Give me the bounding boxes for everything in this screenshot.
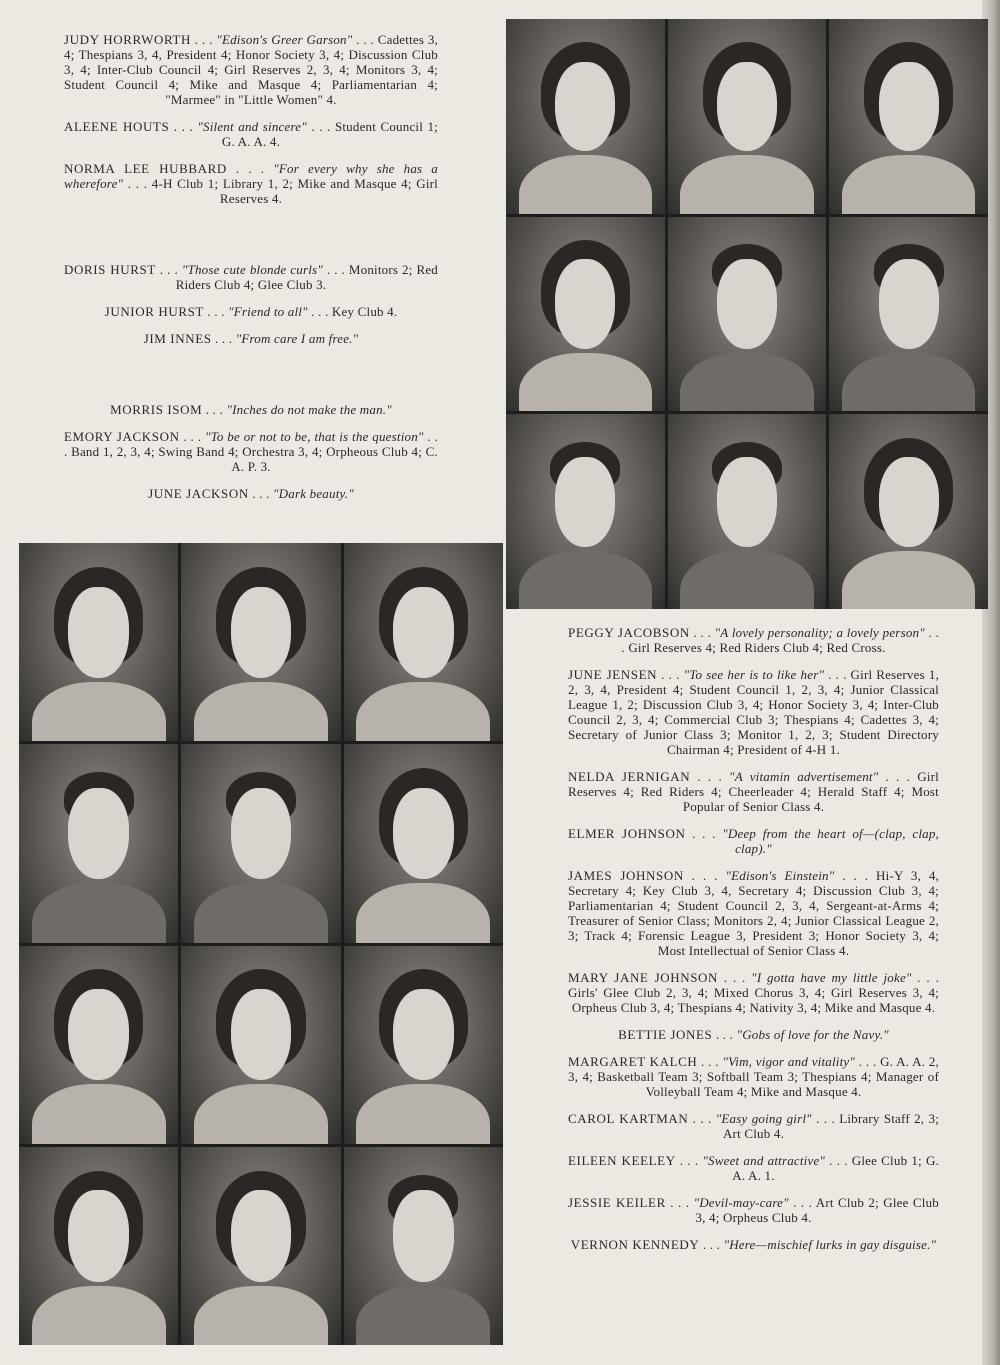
student-quote: "To be or not to be, that is the question" xyxy=(204,429,424,444)
portrait-body xyxy=(194,682,328,741)
student-quote: "Vim, vigor and vitality" xyxy=(722,1054,856,1069)
student-quote: "Here—mischief lurks in gay disguise." xyxy=(723,1237,937,1252)
portrait-photo xyxy=(344,946,503,1144)
student-entry: NORMA LEE HUBBARD . . . "For every why she has a wherefore" . . . 4-H Club 1; Library 1, 2; Mike and Masque 4; Girl Reserves 4. xyxy=(64,161,438,206)
student-name: VERNON KENNEDY xyxy=(570,1237,700,1252)
portrait-body xyxy=(32,1286,166,1345)
portrait-body xyxy=(519,155,652,213)
student-quote: "Devil-may-care" xyxy=(693,1195,789,1210)
portrait-body xyxy=(32,1084,166,1143)
student-name: JUDY HORRWORTH xyxy=(64,32,191,47)
portrait-body xyxy=(356,682,490,741)
portrait-photo xyxy=(668,217,827,412)
student-quote: "Deep from the heart of—(clap, clap, clap)." xyxy=(722,826,939,856)
student-name: CAROL KARTMAN xyxy=(568,1111,689,1126)
student-entry: PEGGY JACOBSON . . . "A lovely personality; a lovely person" . . . Girl Reserves 4; Red Riders Club 4; Red Cross. xyxy=(568,625,940,655)
student-quote: "Inches do not make the man." xyxy=(226,402,392,417)
student-name: JESSIE KEILER xyxy=(568,1195,666,1210)
portrait-photo xyxy=(344,543,503,741)
student-quote: "A vitamin advertisement" xyxy=(729,769,879,784)
portrait-face xyxy=(231,587,292,678)
portrait-face xyxy=(68,989,129,1080)
portrait-face xyxy=(555,62,615,152)
student-quote: "Those cute blonde curls" xyxy=(181,262,323,277)
student-entry: JUNE JACKSON . . . "Dark beauty." xyxy=(148,486,354,501)
portrait-body xyxy=(32,682,166,741)
student-activities: Band 1, 2, 3, 4; Swing Band 4; Orchestra 3, 4; Orpheous Club 4; C. A. P. 3. xyxy=(71,444,438,474)
portrait-body xyxy=(842,155,975,213)
student-name: EMORY JACKSON xyxy=(64,429,180,444)
portrait-face xyxy=(68,788,129,879)
student-activities: G. A. A. 2, 3, 4; Basketball Team 3; Softball Team 3; Thespians 4; Manager of Volleyball Team 4; Mike and Masque 4. xyxy=(568,1054,939,1099)
portrait-face xyxy=(68,1190,129,1281)
top-portrait-grid xyxy=(506,19,988,609)
student-entry: JESSIE KEILER . . . "Devil-may-care" . . . Art Club 2; Glee Club 3, 4; Orpheus Club 4. xyxy=(568,1195,940,1225)
student-entry: CAROL KARTMAN . . . "Easy going girl" . . . Library Staff 2, 3; Art Club 4. xyxy=(568,1111,940,1141)
portrait-photo xyxy=(19,946,178,1144)
student-activities: Girl Reserves 4; Red Riders Club 4; Red Cross. xyxy=(628,640,886,655)
portrait-photo xyxy=(181,946,340,1144)
portrait-photo xyxy=(506,414,665,609)
portrait-photo xyxy=(829,217,988,412)
portrait-face xyxy=(555,259,615,349)
student-name: JUNIOR HURST xyxy=(104,304,204,319)
student-activities: Girls' Glee Club 2, 3, 4; Mixed Chorus 3, 4; Girl Reserves 3, 4; Orpheus Club 3, 4; Thespians 4; Nativity 3, 4; Mike and Masque 4. xyxy=(568,985,939,1015)
student-activities: Library Staff 2, 3; Art Club 4. xyxy=(722,1111,940,1141)
portrait-face xyxy=(393,1190,454,1281)
portrait-photo xyxy=(829,19,988,214)
student-entry: EILEEN KEELEY . . . "Sweet and attractive" . . . Glee Club 1; G. A. A. 1. xyxy=(568,1153,939,1183)
student-name: BETTIE JONES xyxy=(618,1027,713,1042)
portrait-body xyxy=(519,353,652,411)
student-name: MARGARET KALCH xyxy=(568,1054,698,1069)
student-entry: JUNIOR HURST . . . "Friend to all" . . . Key Club 4. xyxy=(104,304,398,319)
student-name: EILEEN KEELEY xyxy=(568,1153,676,1168)
left-text-column xyxy=(64,32,438,513)
student-quote: "Edison's Greer Garson" xyxy=(216,32,353,47)
portrait-photo xyxy=(181,543,340,741)
portrait-face xyxy=(879,62,939,152)
portrait-face xyxy=(717,259,777,349)
student-name: JIM INNES xyxy=(143,331,212,346)
student-quote: "Dark beauty." xyxy=(273,486,354,501)
student-name: NELDA JERNIGAN xyxy=(568,769,691,784)
portrait-body xyxy=(842,551,975,609)
student-activities: Monitors 2; Red Riders Club 4; Glee Club 3. xyxy=(175,262,439,292)
student-activities: Girl Reserves 1, 2, 3, 4, President 4; Student Council 1, 2, 3, 4; Junior Classical League 1, 2; Discussion Club 3, 4; Honor Society 3, 4; Inter-Club Council 2, 3, 4; Commercial Club 3; Thespians 4; Cadettes 3, 4; Secretary of Junior Class 3; Monitor 1, 2, 3; Student Directory Chairman 4; President of 4-H 1. xyxy=(568,667,939,757)
portrait-face xyxy=(393,788,454,879)
portrait-face xyxy=(717,62,777,152)
student-name: JAMES JOHNSON xyxy=(568,868,684,883)
student-activities: Cadettes 3, 4; Thespians 3, 4, President 4; Honor Society 3, 4; Discussion Club 3, 4; Inter-Club Council 4; Girl Reserves 2, 3, 4; Monitors 3, 4; Student Council 4; Mike and Masque 4; Parliamentarian 4; "Marmee" in "Little Women" 4. xyxy=(64,32,439,107)
student-quote: "To see her is to like her" xyxy=(683,667,825,682)
portrait-body xyxy=(356,1084,490,1143)
student-entry: ALEENE HOUTS . . . "Silent and sincere" . . . Student Council 1; G. A. A. 4. xyxy=(64,119,438,149)
portrait-photo xyxy=(344,1147,503,1345)
student-entry: NELDA JERNIGAN . . . "A vitamin advertisement" . . . Girl Reserves 4; Red Riders 4; Cheerleader 4; Herald Staff 4; Most Popular of Senior Class 4. xyxy=(568,769,939,814)
portrait-photo xyxy=(19,744,178,942)
student-entry: VERNON KENNEDY . . . "Here—mischief lurks in gay disguise." xyxy=(570,1237,937,1252)
student-entry: MORRIS ISOM . . . "Inches do not make the man." xyxy=(110,402,392,417)
portrait-body xyxy=(519,551,652,609)
student-entry: JUNE JENSEN . . . "To see her is to like her" . . . Girl Reserves 1, 2, 3, 4, President 4; Student Council 1, 2, 3, 4; Junior Classical League 1, 2; Discussion Club 3, 4; Honor Society 3, 4; Inter-Club Council 2, 3, 4; Commercial Club 3; Thespians 4; Cadettes 3, 4; Secretary of Junior Class 3; Monitor 1, 2, 3; Student Directory Chairman 4; President of 4-H 1. xyxy=(568,667,939,757)
student-quote: "I gotta have my little joke" xyxy=(751,970,912,985)
student-quote: "Gobs of love for the Navy." xyxy=(736,1027,889,1042)
portrait-face xyxy=(68,587,129,678)
student-name: ELMER JOHNSON xyxy=(568,826,686,841)
student-activities: Girl Reserves 4; Red Riders 4; Cheerleader 4; Herald Staff 4; Most Popular of Senior Class 4. xyxy=(568,769,939,814)
student-entry: MARGARET KALCH . . . "Vim, vigor and vitality" . . . G. A. A. 2, 3, 4; Basketball Team 3; Softball Team 3; Thespians 4; Manager of Volleyball Team 4; Mike and Masque 4. xyxy=(568,1054,939,1099)
portrait-face xyxy=(393,989,454,1080)
student-name: MORRIS ISOM xyxy=(110,402,203,417)
portrait-face xyxy=(231,1190,292,1281)
student-quote: "For every why she has a wherefore" xyxy=(64,161,438,191)
student-name: NORMA LEE HUBBARD xyxy=(64,161,227,176)
student-entry: JAMES JOHNSON . . . "Edison's Einstein" . . . Hi-Y 3, 4, Secretary 4; Key Club 3, 4, Secretary 4; Discussion Club 3, 4; Parliamentarian 4; Student Council 2, 3, 4, Sergeant-at-Arms 4; Treasurer of Senior Class; Monitors 2, 4; Junior Classical League 2, 3; Track 4; Forensic League 3, President 3; Honor Society 3, 4; Most Intellectual of Senior Class 4. xyxy=(568,868,939,958)
portrait-face xyxy=(879,457,939,547)
student-activities: Hi-Y 3, 4, Secretary 4; Key Club 3, 4, Secretary 4; Discussion Club 3, 4; Parliamentarian 4; Student Council 2, 3, 4, Sergeant-at-Arms 4; Treasurer of Senior Class; Monitors 2, 4; Junior Classical League 2, 3; Track 4; Forensic League 3, President 3; Honor Society 3, 4; Most Intellectual of Senior Class 4. xyxy=(568,868,939,958)
student-quote: "A lovely personality; a lovely person" xyxy=(714,625,925,640)
portrait-photo xyxy=(668,19,827,214)
student-name: JUNE JACKSON xyxy=(148,486,249,501)
student-entry: EMORY JACKSON . . . "To be or not to be, that is the question" . . . Band 1, 2, 3, 4; Swing Band 4; Orchestra 3, 4; Orpheous Club 4; C. A. P. 3. xyxy=(64,429,438,474)
student-entry: JUDY HORRWORTH . . . "Edison's Greer Garson" . . . Cadettes 3, 4; Thespians 3, 4, President 4; Honor Society 3, 4; Discussion Club 3, 4; Inter-Club Council 4; Girl Reserves 2, 3, 4; Monitors 3, 4; Student Council 4; Mike and Masque 4; Parliamentarian 4; "Marmee" in "Little Women" 4. xyxy=(64,32,439,107)
bottom-portrait-grid xyxy=(19,543,503,1345)
portrait-face xyxy=(879,259,939,349)
student-entry: BETTIE JONES . . . "Gobs of love for the Navy." xyxy=(618,1027,889,1042)
student-activities: Glee Club 1; G. A. A. 1. xyxy=(732,1153,939,1183)
student-quote: "Silent and sincere" xyxy=(197,119,307,134)
right-text-column xyxy=(568,625,939,1264)
portrait-body xyxy=(194,1084,328,1143)
portrait-face xyxy=(231,989,292,1080)
portrait-body xyxy=(680,353,813,411)
student-quote: "From care I am free." xyxy=(235,331,359,346)
portrait-face xyxy=(717,457,777,547)
student-entry: JIM INNES . . . "From care I am free." xyxy=(143,331,359,346)
student-entry: MARY JANE JOHNSON . . . "I gotta have my little joke" . . . Girls' Glee Club 2, 3, 4; Mixed Chorus 3, 4; Girl Reserves 3, 4; Orpheus Club 3, 4; Thespians 4; Nativity 3, 4; Mike and Masque 4. xyxy=(568,970,940,1015)
portrait-face xyxy=(393,587,454,678)
portrait-body xyxy=(680,155,813,213)
portrait-body xyxy=(356,883,490,942)
student-entry: DORIS HURST . . . "Those cute blonde curls" . . . Monitors 2; Red Riders Club 4; Glee Club 3. xyxy=(64,262,439,292)
student-name: DORIS HURST xyxy=(64,262,156,277)
student-name: JUNE JENSEN xyxy=(568,667,658,682)
portrait-body xyxy=(680,551,813,609)
portrait-body xyxy=(194,883,328,942)
student-activities: Student Council 1; G. A. A. 4. xyxy=(221,119,438,149)
portrait-body xyxy=(842,353,975,411)
portrait-photo xyxy=(344,744,503,942)
student-quote: "Sweet and attractive" xyxy=(702,1153,826,1168)
student-activities: Art Club 2; Glee Club 3, 4; Orpheus Club 4. xyxy=(695,1195,940,1225)
portrait-photo xyxy=(19,543,178,741)
portrait-body xyxy=(194,1286,328,1345)
student-quote: "Easy going girl" xyxy=(715,1111,812,1126)
portrait-photo xyxy=(19,1147,178,1345)
student-activities: 4-H Club 1; Library 1, 2; Mike and Masque 4; Girl Reserves 4. xyxy=(151,176,438,206)
portrait-photo xyxy=(506,19,665,214)
portrait-body xyxy=(32,883,166,942)
portrait-photo xyxy=(668,414,827,609)
portrait-photo xyxy=(829,414,988,609)
student-name: MARY JANE JOHNSON xyxy=(568,970,719,985)
student-name: ALEENE HOUTS xyxy=(64,119,170,134)
student-entry: ELMER JOHNSON . . . "Deep from the heart of—(clap, clap, clap)." xyxy=(568,826,939,856)
student-activities: Key Club 4. xyxy=(331,304,398,319)
portrait-photo xyxy=(181,744,340,942)
entry-gap xyxy=(64,218,438,262)
student-name: PEGGY JACOBSON xyxy=(568,625,690,640)
portrait-face xyxy=(231,788,292,879)
student-quote: "Edison's Einstein" xyxy=(725,868,835,883)
portrait-body xyxy=(356,1286,490,1345)
student-quote: "Friend to all" xyxy=(228,304,308,319)
portrait-photo xyxy=(181,1147,340,1345)
portrait-photo xyxy=(506,217,665,412)
entry-gap xyxy=(64,358,438,402)
portrait-face xyxy=(555,457,615,547)
